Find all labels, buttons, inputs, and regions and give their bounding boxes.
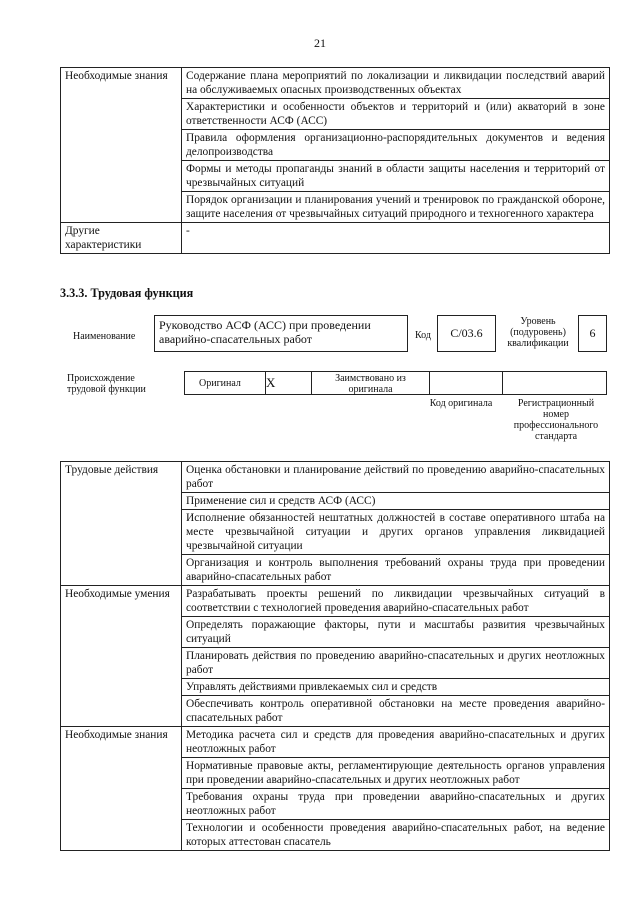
function-name-box bbox=[154, 315, 408, 352]
table-cell: Методика расчета сил и средств для проведения аварийно-спасательных и других неотложных работ bbox=[182, 727, 610, 758]
table-cell: Обеспечивать контроль оперативной обстановки на месте проведения аварийно-спасательных работ bbox=[182, 696, 610, 727]
table-row bbox=[61, 727, 610, 758]
table-cell: Планировать действия по проведению аварийно-спасательных и других неотложных работ bbox=[182, 648, 610, 679]
section-title: 3.3.3. Трудовая функция bbox=[60, 286, 194, 300]
row-label-cell bbox=[61, 727, 182, 851]
table-cell: Исполнение обязанностей нештатных должностей в составе оперативного штаба на месте чрезвычайной ситуации и других органов управления ликвидацией чрезвычайной ситуации bbox=[182, 510, 610, 555]
original-cell bbox=[184, 371, 266, 395]
table-cell: Требования охраны труда при проведении аварийно-спасательных и других неотложных работ bbox=[182, 789, 610, 820]
row-label: Необходимые знания bbox=[65, 70, 168, 82]
function-code: С/03.6 bbox=[437, 315, 496, 352]
table-cell: Формы и методы пропаганды знаний в области защиты населения и территорий от чрезвычайных ситуаций bbox=[182, 161, 610, 192]
original-mark: X bbox=[266, 375, 276, 390]
row-label-cell bbox=[61, 223, 182, 254]
code-original-label: Код оригинала bbox=[429, 398, 493, 409]
table-cell: Определять поражающие факторы, пути и масштабы развития чрезвычайных ситуаций bbox=[182, 617, 610, 648]
table-cell: Управлять действиями привлекаемых сил и средств bbox=[182, 679, 610, 696]
function-details-table bbox=[60, 461, 610, 851]
borrowed-label: Заимствовано из оригинала bbox=[335, 373, 406, 395]
table-cell: Содержание плана мероприятий по локализации и ликвидации последствий аварий на обслуживаемых опасных производственных объектах bbox=[182, 68, 610, 99]
table-cell: Разрабатывать проекты решений по ликвидации чрезвычайных ситуаций в соответствии с технологией проведения аварийно-спасательных работ bbox=[182, 586, 610, 617]
name-label: Наименование bbox=[73, 331, 136, 342]
table-cell: Применение сил и средств АСФ (АСС) bbox=[182, 493, 610, 510]
table-cell: - bbox=[182, 223, 610, 254]
level-label: Уровень (подуровень) квалификации bbox=[507, 316, 569, 349]
page-number: 21 bbox=[314, 36, 326, 50]
table-row bbox=[61, 462, 610, 493]
row-label-cell bbox=[61, 462, 182, 586]
row-label-cell bbox=[61, 586, 182, 727]
table-row bbox=[61, 223, 610, 254]
row-label: Необходимые знания bbox=[65, 729, 168, 741]
table-cell: Характеристики и особенности объектов и территорий и (или) акваторий в зоне ответственности АСФ (АСС) bbox=[182, 99, 610, 130]
row-label: Другие характеристики bbox=[65, 225, 142, 251]
borrowed-cell bbox=[311, 371, 430, 395]
row-label: Трудовые действия bbox=[65, 464, 159, 476]
origin-label: Происхождение трудовой функции bbox=[67, 373, 146, 395]
code-original-cell bbox=[429, 371, 503, 395]
table-cell: Организация и контроль выполнения требований охраны труда при проведении аварийно-спасательных работ bbox=[182, 555, 610, 586]
table-row bbox=[61, 68, 610, 99]
qualification-level: 6 bbox=[578, 315, 607, 352]
table-cell: Правила оформления организационно-распорядительных документов и ведения делопроизводства bbox=[182, 130, 610, 161]
table-row bbox=[61, 586, 610, 617]
function-name: Руководство АСФ (АСС) при проведении аварийно-спасательных работ bbox=[159, 318, 371, 346]
table-cell: Нормативные правовые акты, регламентирующие деятельность органов управления при проведении аварийно-спасательных и других неотложных работ bbox=[182, 758, 610, 789]
origin-row bbox=[184, 371, 607, 395]
table-cell: Оценка обстановки и планирование действий по проведению аварийно-спасательных работ bbox=[182, 462, 610, 493]
reg-number-cell bbox=[502, 371, 607, 395]
original-label: Оригинал bbox=[199, 378, 241, 389]
table-cell: Порядок организации и планирования учений и тренировок по гражданской обороне, защите населения от чрезвычайных ситуаций природного и техногенного характера bbox=[182, 192, 610, 223]
code-label: Код bbox=[415, 330, 431, 341]
row-label-cell bbox=[61, 68, 182, 223]
knowledge-table bbox=[60, 67, 610, 254]
row-label: Необходимые умения bbox=[65, 588, 170, 600]
table-cell: Технологии и особенности проведения аварийно-спасательных работ, на ведение которых аттестован спасатель bbox=[182, 820, 610, 851]
reg-number-label: Регистрационный номер профессионального стандарта bbox=[513, 398, 599, 442]
original-mark-cell bbox=[265, 371, 312, 395]
